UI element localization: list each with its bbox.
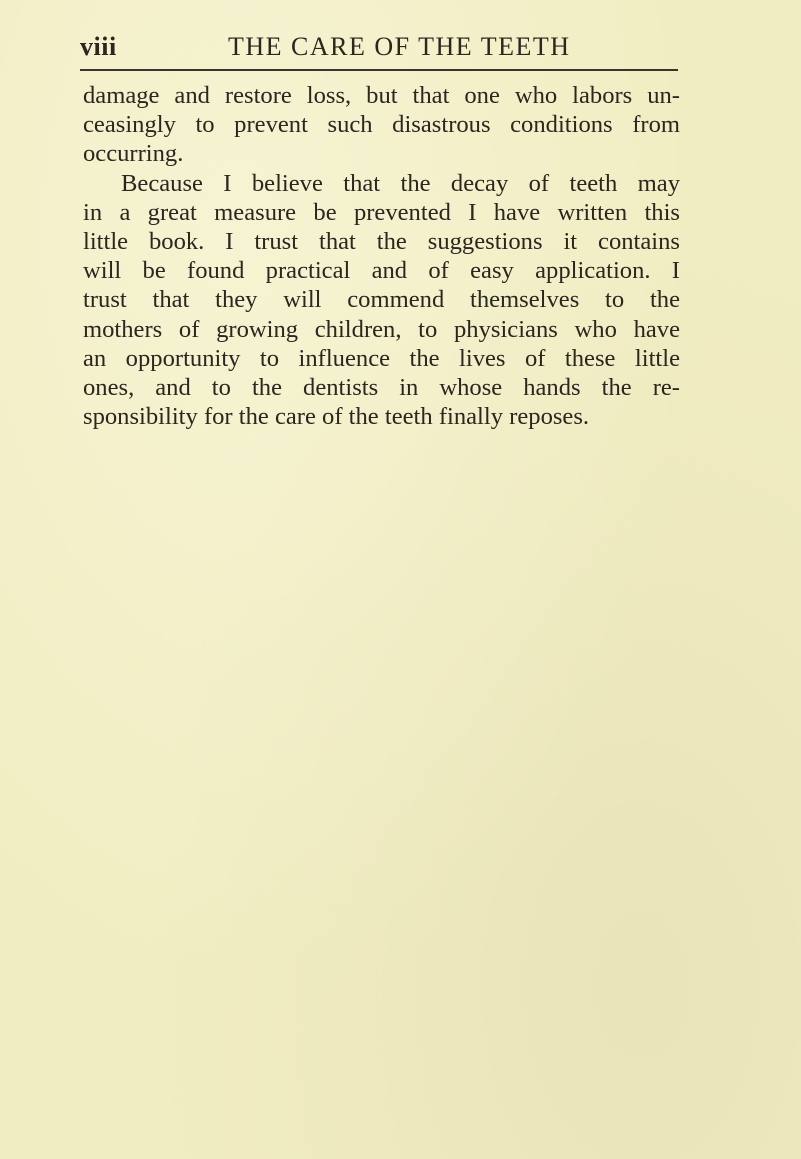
- text-line: ceasingly to prevent such disastrous conditions from: [83, 111, 680, 139]
- running-title: THE CARE OF THE TEETH: [228, 32, 571, 61]
- paragraph-start-line: Because I believe that the decay of teeth may: [121, 169, 680, 197]
- text-line: in a great measure be prevented I have written this: [83, 198, 680, 226]
- text-line: an opportunity to influence the lives of these little: [83, 344, 680, 372]
- text-line: ones, and to the dentists in whose hands the re-: [83, 373, 680, 401]
- text-line: trust that they will commend themselves to the: [83, 286, 680, 314]
- running-head: [80, 28, 680, 68]
- text-line: sponsibility for the care of the teeth finally reposes.: [83, 403, 590, 431]
- body-text: [83, 81, 680, 431]
- text-line: little book. I trust that the suggestions it contains: [83, 227, 680, 255]
- page-number: viii: [80, 32, 117, 61]
- text-line: will be found practical and of easy application. I: [83, 257, 680, 285]
- header-rule: [80, 69, 678, 71]
- text-line: damage and restore loss, but that one who labors un-: [83, 82, 680, 109]
- text-line: mothers of growing children, to physicians who have: [83, 315, 680, 343]
- text-line: occurring.: [83, 140, 184, 168]
